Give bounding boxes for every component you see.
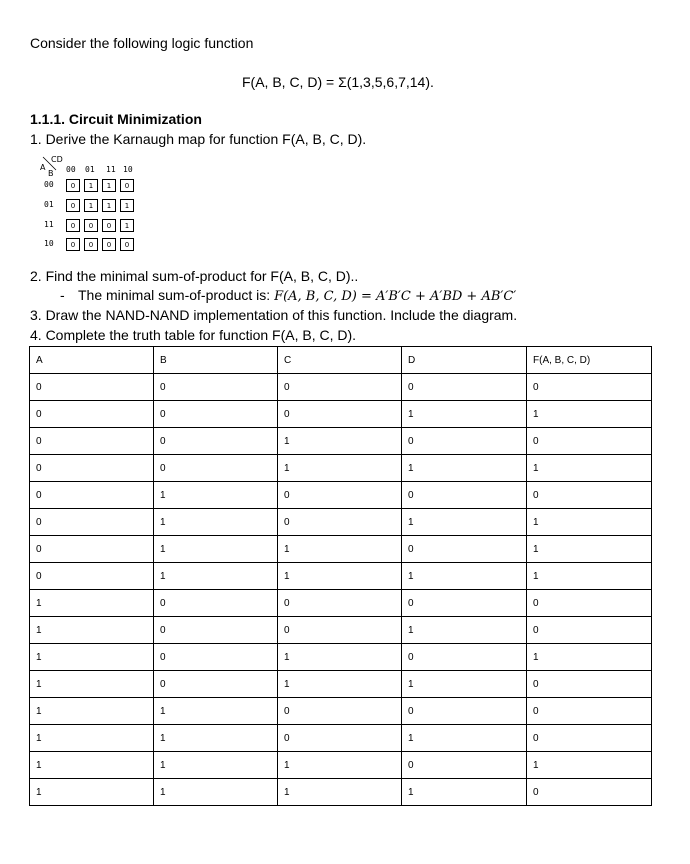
- cell-f: 1: [527, 752, 652, 779]
- table-row: [30, 509, 652, 536]
- table-row: [30, 563, 652, 590]
- table-row: [30, 536, 652, 563]
- cell-d: 1: [402, 563, 527, 590]
- cell-c: 1: [278, 428, 402, 455]
- cell-b: 0: [154, 455, 278, 482]
- kmap-cell: 0: [66, 199, 80, 212]
- header-d: D: [402, 347, 527, 374]
- cell-a: 0: [30, 563, 154, 590]
- cell-b: 0: [154, 617, 278, 644]
- cell-c: 1: [278, 644, 402, 671]
- cell-a: 0: [30, 455, 154, 482]
- answer-expression: F(A, B, C, D) = A′B′C + A′BD + AB′C′: [274, 289, 517, 304]
- cell-f: 0: [527, 671, 652, 698]
- cell-f: 0: [527, 482, 652, 509]
- header-a: A: [30, 347, 154, 374]
- cell-d: 0: [402, 482, 527, 509]
- kmap-cell: 1: [120, 199, 134, 212]
- table-row: [30, 428, 652, 455]
- kmap-cell: 1: [120, 219, 134, 232]
- cell-f: 0: [527, 428, 652, 455]
- cell-b: 1: [154, 752, 278, 779]
- cell-a: 1: [30, 617, 154, 644]
- kmap-cell: 0: [102, 219, 116, 232]
- cell-b: 0: [154, 671, 278, 698]
- answer-dash: -: [60, 287, 65, 303]
- kmap-cell: 1: [84, 199, 98, 212]
- cell-f: 0: [527, 779, 652, 806]
- cell-b: 0: [154, 428, 278, 455]
- cell-c: 1: [278, 455, 402, 482]
- cell-f: 0: [527, 617, 652, 644]
- kmap-cell: 0: [66, 238, 80, 251]
- cell-c: 0: [278, 698, 402, 725]
- kmap-col-header: 11: [106, 165, 116, 174]
- intro-text: Consider the following logic function: [30, 35, 254, 51]
- table-row: [30, 752, 652, 779]
- cell-d: 0: [402, 752, 527, 779]
- kmap-cell: 1: [102, 199, 116, 212]
- cell-f: 0: [527, 698, 652, 725]
- cell-a: 0: [30, 482, 154, 509]
- kmap-col-var: CD: [51, 155, 63, 164]
- truth-table: [29, 346, 652, 806]
- cell-d: 0: [402, 698, 527, 725]
- section-heading: 1.1.1. Circuit Minimization: [30, 111, 202, 127]
- cell-f: 1: [527, 401, 652, 428]
- kmap-cell: 0: [120, 238, 134, 251]
- question-2: 2. Find the minimal sum-of-product for F(A, B, C, D)..: [30, 268, 359, 284]
- cell-b: 0: [154, 401, 278, 428]
- cell-d: 0: [402, 644, 527, 671]
- question-3: 3. Draw the NAND-NAND implementation of this function. Include the diagram.: [30, 307, 518, 323]
- karnaugh-map: [30, 156, 160, 256]
- cell-d: 1: [402, 401, 527, 428]
- answer-line: [60, 287, 516, 304]
- cell-a: 0: [30, 401, 154, 428]
- answer-text: The minimal sum-of-product is:: [78, 287, 275, 303]
- table-row: [30, 779, 652, 806]
- kmap-col-header: 01: [85, 165, 95, 174]
- function-definition: F(A, B, C, D) = Σ(1,3,5,6,7,14).: [242, 74, 434, 90]
- table-row: [30, 671, 652, 698]
- kmap-cell: 1: [102, 179, 116, 192]
- cell-a: 1: [30, 698, 154, 725]
- question-4: 4. Complete the truth table for function F(A, B, C, D).: [30, 327, 357, 343]
- kmap-cell: 1: [84, 179, 98, 192]
- kmap-cell: 0: [84, 238, 98, 251]
- cell-d: 0: [402, 374, 527, 401]
- kmap-cell: 0: [120, 179, 134, 192]
- kmap-row-var-b: B: [48, 169, 54, 178]
- kmap-row-header: 01: [44, 200, 54, 209]
- cell-c: 0: [278, 482, 402, 509]
- header-c: C: [278, 347, 402, 374]
- cell-c: 0: [278, 725, 402, 752]
- cell-a: 1: [30, 590, 154, 617]
- kmap-cell: 0: [66, 179, 80, 192]
- table-row: [30, 617, 652, 644]
- cell-d: 0: [402, 536, 527, 563]
- cell-c: 1: [278, 779, 402, 806]
- kmap-row-header: 11: [44, 220, 54, 229]
- cell-a: 0: [30, 428, 154, 455]
- cell-a: 0: [30, 536, 154, 563]
- truth-table-body: [30, 374, 652, 806]
- cell-c: 0: [278, 509, 402, 536]
- cell-a: 1: [30, 644, 154, 671]
- kmap-row-header: 00: [44, 180, 54, 189]
- kmap-row-header: 10: [44, 239, 54, 248]
- table-row: [30, 644, 652, 671]
- cell-f: 0: [527, 374, 652, 401]
- cell-d: 0: [402, 590, 527, 617]
- cell-d: 0: [402, 428, 527, 455]
- table-row: [30, 698, 652, 725]
- header-f: F(A, B, C, D): [527, 347, 652, 374]
- table-row: [30, 725, 652, 752]
- kmap-row-var-a: A: [40, 163, 46, 172]
- cell-b: 1: [154, 779, 278, 806]
- cell-b: 1: [154, 509, 278, 536]
- cell-c: 0: [278, 374, 402, 401]
- kmap-col-header: 00: [66, 165, 76, 174]
- cell-c: 0: [278, 617, 402, 644]
- cell-b: 0: [154, 644, 278, 671]
- cell-d: 1: [402, 725, 527, 752]
- cell-b: 1: [154, 482, 278, 509]
- cell-c: 0: [278, 590, 402, 617]
- cell-f: 1: [527, 536, 652, 563]
- kmap-col-header: 10: [123, 165, 133, 174]
- cell-f: 1: [527, 644, 652, 671]
- cell-c: 1: [278, 752, 402, 779]
- table-row: [30, 482, 652, 509]
- table-row: [30, 401, 652, 428]
- cell-f: 0: [527, 725, 652, 752]
- cell-d: 1: [402, 617, 527, 644]
- cell-c: 0: [278, 401, 402, 428]
- table-row: [30, 374, 652, 401]
- cell-a: 1: [30, 671, 154, 698]
- cell-a: 0: [30, 374, 154, 401]
- cell-b: 0: [154, 374, 278, 401]
- cell-a: 1: [30, 725, 154, 752]
- truth-table-header-row: [30, 347, 652, 374]
- cell-b: 1: [154, 725, 278, 752]
- cell-f: 0: [527, 590, 652, 617]
- cell-d: 1: [402, 779, 527, 806]
- table-row: [30, 590, 652, 617]
- cell-d: 1: [402, 509, 527, 536]
- cell-b: 1: [154, 698, 278, 725]
- cell-c: 1: [278, 563, 402, 590]
- cell-a: 1: [30, 779, 154, 806]
- cell-b: 0: [154, 590, 278, 617]
- kmap-cell: 0: [84, 219, 98, 232]
- cell-b: 1: [154, 536, 278, 563]
- kmap-cell: 0: [66, 219, 80, 232]
- cell-a: 1: [30, 752, 154, 779]
- cell-a: 0: [30, 509, 154, 536]
- cell-d: 1: [402, 455, 527, 482]
- table-row: [30, 455, 652, 482]
- cell-f: 1: [527, 455, 652, 482]
- cell-f: 1: [527, 563, 652, 590]
- kmap-cell: 0: [102, 238, 116, 251]
- question-1: 1. Derive the Karnaugh map for function F(A, B, C, D).: [30, 131, 367, 147]
- cell-c: 1: [278, 536, 402, 563]
- cell-b: 1: [154, 563, 278, 590]
- cell-f: 1: [527, 509, 652, 536]
- cell-c: 1: [278, 671, 402, 698]
- cell-d: 1: [402, 671, 527, 698]
- header-b: B: [154, 347, 278, 374]
